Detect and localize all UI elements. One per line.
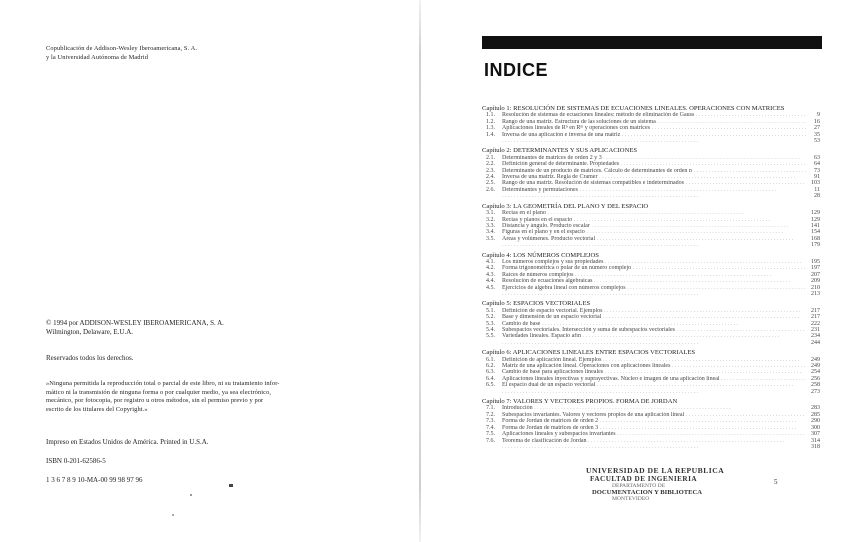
section-page: 290 bbox=[811, 418, 820, 425]
section-title: Forma de Jordan de matrices de orden 3 . . . bbox=[502, 425, 806, 431]
section-title: Teorema de clasificación de Jordan . . . bbox=[502, 438, 806, 444]
section-title: Forma trigonométrica o polar de un número complejo . . . bbox=[502, 265, 806, 271]
section-page: 207 bbox=[811, 271, 820, 278]
section-title: Subespacios invariantes. Valores y vectores propios de una aplicación lineal . . . bbox=[502, 412, 806, 418]
section-title: Aplicaciones lineales de Rⁿ en Rᵐ y operaciones con matrices . . . bbox=[502, 125, 806, 131]
chapter-heading: Capítulo 4: LOS NÚMEROS COMPLEJOS bbox=[482, 251, 599, 259]
section-number: 4.3. bbox=[486, 271, 495, 278]
section-number: 2.5. bbox=[486, 180, 495, 187]
library-stamp bbox=[586, 466, 786, 502]
section-number: 6.2. bbox=[486, 363, 495, 370]
section-page: 103 bbox=[811, 180, 820, 187]
isbn: ISBN 0-201-62586-5 bbox=[46, 457, 106, 465]
section-number: 3.2. bbox=[486, 216, 495, 223]
section-page: 256 bbox=[811, 375, 820, 382]
section-page: 209 bbox=[811, 278, 820, 285]
section-number: 2.6. bbox=[486, 186, 495, 193]
section-title: Subespacios vectoriales. Intersección y suma de subespacios vectoriales . . . bbox=[502, 327, 806, 333]
section-number: 2.3. bbox=[486, 167, 495, 174]
toc-entry bbox=[482, 138, 820, 144]
section-number bbox=[482, 138, 502, 144]
section-number: 6.4. bbox=[486, 375, 495, 382]
section-page: 53 bbox=[814, 138, 820, 145]
copyright-location: Wilmington, Delaware, E.U.A. bbox=[46, 328, 134, 336]
section-title: Definición general de determinante. Propiedades . . . bbox=[502, 161, 806, 167]
section-page: 244 bbox=[811, 339, 820, 346]
chapter-heading: Capítulo 1: RESOLUCIÓN DE SISTEMAS DE ECUACIONES LINEALES. OPERACIONES CON MATRICES bbox=[482, 105, 785, 112]
section-number: 1.1. bbox=[486, 112, 495, 119]
ink-speck bbox=[190, 494, 192, 496]
chapter-heading: Capítulo 7: VALORES Y VECTORES PROPIOS. FORMA DE JORDAN bbox=[482, 398, 678, 406]
toc-entry bbox=[482, 340, 820, 346]
section-page: 217 bbox=[811, 307, 820, 314]
section-number: 6.3. bbox=[486, 369, 495, 376]
section-page: 285 bbox=[811, 411, 820, 418]
section-page: 129 bbox=[811, 210, 820, 217]
section-title bbox=[502, 138, 806, 144]
section-page: 197 bbox=[811, 265, 820, 272]
stamp-line: DOCUMENTACION Y BIBLIOTECA bbox=[592, 489, 703, 496]
toc-entry bbox=[482, 389, 820, 395]
section-number: 3.4. bbox=[486, 229, 495, 236]
section-title bbox=[502, 444, 806, 450]
section-title: Inversa de una matriz. Regla de Cramer . . . bbox=[502, 174, 806, 180]
section-page: 210 bbox=[811, 284, 820, 291]
section-page: 254 bbox=[811, 369, 820, 376]
copublication-line: y la Universidad Autónoma de Madrid bbox=[46, 53, 149, 61]
stamp-line: MONTEVIDEO bbox=[612, 496, 650, 502]
section-number: 4.5. bbox=[486, 284, 495, 291]
page-title: INDICE bbox=[484, 60, 549, 80]
section-page: 16 bbox=[814, 118, 820, 125]
section-number bbox=[482, 340, 502, 346]
section-page: 35 bbox=[814, 131, 820, 138]
print-line: 1 3 6 7 8 9 10-MA-00 99 98 97 96 bbox=[46, 476, 143, 484]
section-number bbox=[482, 242, 502, 248]
section-page: 28 bbox=[814, 193, 820, 200]
section-page: 141 bbox=[811, 222, 820, 229]
section-title: Aplicaciones lineales inyectivas y suprayectivas. Núcleo e imagen de una aplicación lineal . . . bbox=[502, 376, 806, 382]
section-number: 3.3. bbox=[486, 222, 495, 229]
section-number bbox=[482, 193, 502, 199]
section-page: 249 bbox=[811, 356, 820, 363]
section-page: 91 bbox=[814, 174, 820, 181]
section-number: 5.5. bbox=[486, 333, 495, 340]
stamp-line: DEPARTAMENTO DE bbox=[612, 483, 666, 489]
section-title: Determinante de un producto de matrices. Cálculo de determinantes de orden n . . . bbox=[502, 168, 806, 174]
section-title: Introducción . . . bbox=[502, 405, 806, 411]
section-page: 179 bbox=[811, 242, 820, 249]
section-number: 4.1. bbox=[486, 258, 495, 265]
section-page: 300 bbox=[811, 424, 820, 431]
section-title bbox=[502, 291, 806, 297]
section-title: Rectas en el plano . . . bbox=[502, 210, 806, 216]
section-number: 2.4. bbox=[486, 174, 495, 181]
section-page: 129 bbox=[811, 216, 820, 223]
section-page: 217 bbox=[811, 314, 820, 321]
section-number: 1.3. bbox=[486, 125, 495, 132]
section-title: Distancia y ángulo. Producto escalar . . . bbox=[502, 223, 806, 229]
section-page: 9 bbox=[817, 112, 820, 119]
section-number bbox=[482, 291, 502, 297]
section-page: 283 bbox=[811, 405, 820, 412]
section-number: 7.1. bbox=[486, 405, 495, 412]
section-number: 2.2. bbox=[486, 161, 495, 168]
section-number: 5.2. bbox=[486, 314, 495, 321]
chapter-heading: Capítulo 2: DETERMINANTES Y SUS APLICACIONES bbox=[482, 147, 638, 155]
section-number: 7.6. bbox=[486, 437, 495, 444]
section-title: Base y dimensión de un espacio vectorial . . . bbox=[502, 314, 806, 320]
toc-entry bbox=[482, 444, 820, 450]
section-title: Áreas y volúmenes. Producto vectorial . . . bbox=[502, 236, 806, 242]
page-number: 5 bbox=[774, 478, 778, 486]
section-number: 7.2. bbox=[486, 411, 495, 418]
chapter-heading: Capítulo 6: APLICACIONES LINEALES ENTRE ESPACIOS VECTORIALES bbox=[482, 349, 696, 357]
section-page: 234 bbox=[811, 333, 820, 340]
section-number: 1.2. bbox=[486, 118, 495, 125]
section-title: Raíces de números complejos . . . bbox=[502, 272, 806, 278]
copublication-note bbox=[46, 45, 301, 62]
section-page: 213 bbox=[811, 290, 820, 297]
legal-notice bbox=[46, 380, 374, 414]
section-number: 6.1. bbox=[486, 356, 495, 363]
section-page: 318 bbox=[811, 443, 820, 450]
section-number bbox=[482, 389, 502, 395]
header-bar bbox=[482, 36, 822, 49]
section-number: 4.2. bbox=[486, 265, 495, 272]
section-number: 4.4. bbox=[486, 278, 495, 285]
chapter-heading: Capítulo 5: ESPACIOS VECTORIALES bbox=[482, 300, 591, 308]
right-page bbox=[422, 0, 848, 542]
section-title: Inversa de una aplicación e inversa de una matriz . . . bbox=[502, 132, 806, 138]
section-page: 249 bbox=[811, 363, 820, 370]
section-title: Aplicaciones lineales y subespacios invariantes . . . bbox=[502, 431, 806, 437]
section-title: Cambio de base para aplicaciones lineales . . . bbox=[502, 369, 806, 375]
section-number: 3.1. bbox=[486, 210, 495, 217]
left-page bbox=[0, 0, 422, 542]
notice-line: mecánico, por fotocopia, por registro u otros métodos, sin el permiso previo y por bbox=[46, 397, 264, 405]
section-number: 7.4. bbox=[486, 424, 495, 431]
section-title: Definición de espacio vectorial. Ejemplos . . . bbox=[502, 308, 806, 314]
section-title bbox=[502, 389, 806, 395]
chapter-heading: Capítulo 3: LA GEOMETRÍA DEL PLANO Y DEL ESPACIO bbox=[482, 202, 649, 210]
section-number: 5.3. bbox=[486, 320, 495, 327]
copyright-block bbox=[46, 319, 346, 337]
stamp-line: UNIVERSIDAD DE LA REPUBLICA bbox=[586, 466, 725, 475]
section-number: 5.4. bbox=[486, 327, 495, 333]
table-of-contents bbox=[482, 105, 820, 450]
ink-speck bbox=[172, 514, 174, 516]
section-page: 195 bbox=[811, 258, 820, 265]
ink-speck bbox=[229, 484, 233, 487]
notice-line: mático ni la transmisión de ninguna forma o por cualquier medio, ya sea electrónico, bbox=[46, 388, 272, 396]
section-title: Figuras en el plano y en el espacio . . . bbox=[502, 229, 806, 235]
section-page: 63 bbox=[814, 154, 820, 161]
section-title: Rango de una matriz. Estructura de las soluciones de un sistema . . . bbox=[502, 119, 806, 125]
section-title bbox=[502, 340, 806, 346]
stamp-line: FACULTAD DE INGENIERIA bbox=[590, 475, 698, 483]
section-page: 314 bbox=[811, 437, 820, 444]
copyright-line: © 1994 por ADDISON-WESLEY IBEROAMERICANA, S. A. bbox=[46, 319, 224, 327]
section-page: 73 bbox=[814, 167, 820, 174]
section-title: Variedades lineales. Espacio afín . . . bbox=[502, 333, 806, 339]
section-title: Resolución de sistemas de ecuaciones lineales: método de eliminación de Gauss . . . bbox=[502, 112, 806, 118]
section-title: Ejercicios de álgebra lineal con números complejos . . . bbox=[502, 285, 806, 291]
section-page: 222 bbox=[811, 320, 820, 327]
section-number: 7.3. bbox=[486, 418, 495, 425]
section-number: 3.5. bbox=[486, 235, 495, 242]
section-number: 5.1. bbox=[486, 307, 495, 314]
section-page: 168 bbox=[811, 235, 820, 242]
section-number: 6.5. bbox=[486, 382, 495, 389]
section-page: 154 bbox=[811, 229, 820, 236]
notice-line: escrito de los titulares del Copyright.» bbox=[46, 405, 148, 413]
rights-reserved: Reservados todos los derechos. bbox=[46, 354, 134, 362]
section-number: 7.5. bbox=[486, 431, 495, 438]
section-page: 231 bbox=[811, 327, 820, 333]
section-page: 307 bbox=[811, 431, 820, 438]
section-page: 27 bbox=[814, 125, 820, 132]
section-title: Forma de Jordan de matrices de orden 2 . . . bbox=[502, 418, 806, 424]
section-page: 64 bbox=[814, 161, 820, 168]
section-number: 2.1. bbox=[486, 154, 495, 161]
copublication-line: Copublicación de Addison-Wesley Iberoamericana, S. A. bbox=[46, 45, 198, 52]
toc-entry bbox=[482, 291, 820, 297]
section-title bbox=[502, 193, 806, 199]
section-title: Resolución de ecuaciones algebraicas . . . bbox=[502, 278, 806, 284]
toc-entry bbox=[482, 242, 820, 248]
section-title: Cambio de base . . . bbox=[502, 321, 806, 327]
section-title: Matriz de una aplicación lineal. Operaciones con aplicaciones lineales . . . bbox=[502, 363, 806, 369]
section-page: 273 bbox=[811, 388, 820, 395]
section-number: 1.4. bbox=[486, 131, 495, 138]
section-page: 258 bbox=[811, 382, 820, 389]
section-page: 11 bbox=[814, 186, 820, 193]
section-title: Definición de aplicación lineal. Ejemplos . . . bbox=[502, 357, 806, 363]
section-title: Los números complejos y sus propiedades . . . bbox=[502, 259, 806, 265]
section-title: Determinantes y permutaciones . . . bbox=[502, 187, 806, 193]
section-title: Determinantes de matrices de orden 2 y 3 . . . bbox=[502, 155, 806, 161]
section-number bbox=[482, 444, 502, 450]
printed-in: Impreso en Estados Unidos de América. Printed in U.S.A. bbox=[46, 438, 209, 446]
section-title: Rectas y planos en el espacio . . . bbox=[502, 217, 806, 223]
section-title: El espacio dual de un espacio vectorial . . . bbox=[502, 382, 806, 388]
section-title bbox=[502, 242, 806, 248]
section-title: Rango de una matriz. Resolución de sistemas compatibles e indeterminados . . . bbox=[502, 180, 806, 186]
notice-line: »Ninguna permitida la reproducción total o parcial de este libro, ni su tratamiento infor- bbox=[46, 380, 280, 387]
toc-entry bbox=[482, 193, 820, 199]
